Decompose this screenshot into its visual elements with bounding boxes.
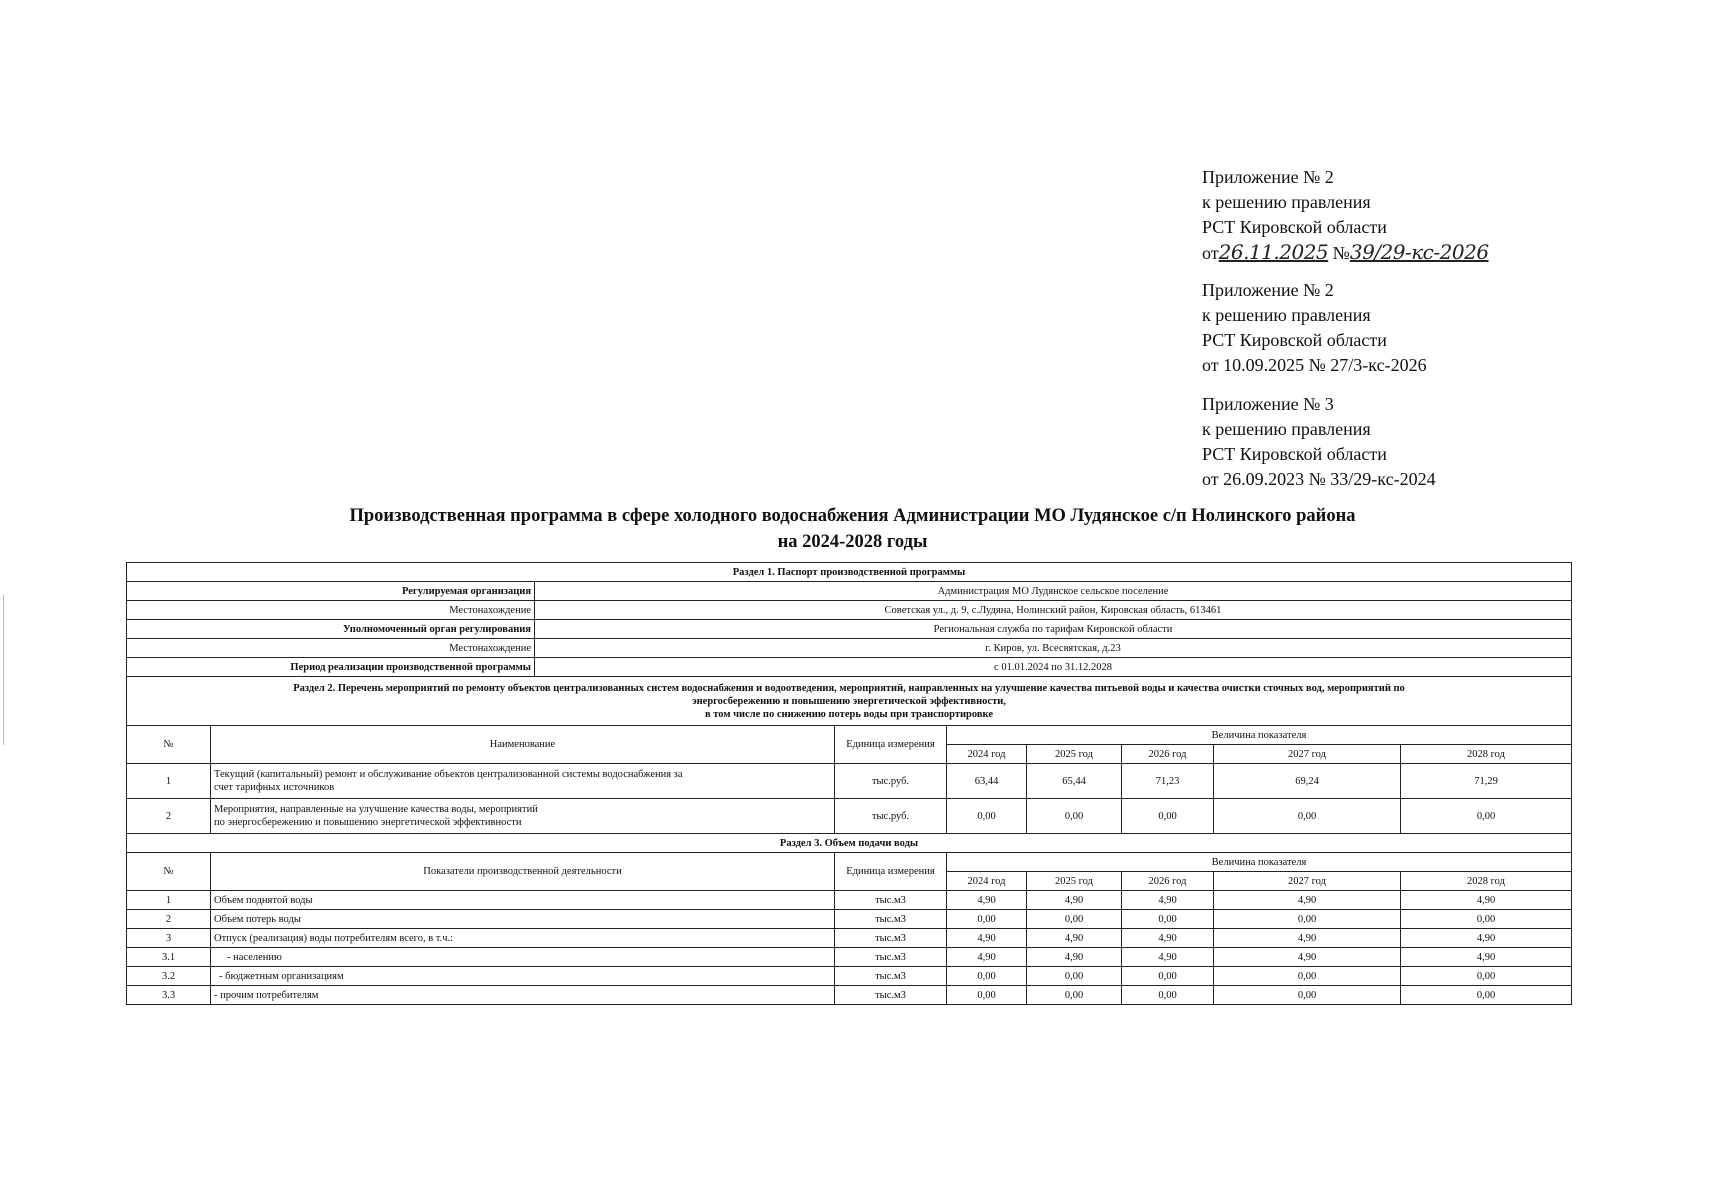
col-unit-header: Единица измерения bbox=[835, 853, 947, 891]
passport-label: Регулируемая организация bbox=[127, 582, 535, 601]
row-value: 0,00 bbox=[1401, 799, 1572, 834]
section3-header-row bbox=[127, 834, 1572, 853]
section2-header-line: в том числе по снижению потерь воды при транспортировке bbox=[704, 708, 993, 720]
appendix-line: к решению правления bbox=[1202, 305, 1371, 325]
row-number: 1 bbox=[127, 764, 211, 799]
handwritten-date: 26.11.2025 bbox=[1218, 240, 1329, 264]
row-name: - бюджетным организациям bbox=[211, 967, 835, 986]
table-row bbox=[127, 967, 1572, 986]
passport-label: Местонахождение bbox=[127, 639, 535, 658]
appendix-line: от 10.09.2025 № 27/3-кс-2026 bbox=[1202, 355, 1427, 375]
appendix-title: Приложение № 2 bbox=[1202, 167, 1334, 187]
row-number: 3.1 bbox=[127, 948, 211, 967]
row-value: 69,24 bbox=[1214, 764, 1401, 799]
row-name: Отпуск (реализация) воды потребителям всего, в т.ч.: bbox=[211, 929, 835, 948]
row-unit: тыс.руб. bbox=[835, 799, 947, 834]
appendix-line: от 26.09.2023 № 33/29-кс-2024 bbox=[1202, 469, 1436, 489]
row-number: 3 bbox=[127, 929, 211, 948]
passport-label: Период реализации производственной программы bbox=[127, 658, 535, 677]
passport-value: г. Киров, ул. Всесвятская, д.23 bbox=[535, 639, 1572, 658]
table-row bbox=[127, 799, 1572, 834]
row-unit: тыс.м3 bbox=[835, 891, 947, 910]
row-name-line: Мероприятия, направленные на улучшение качества воды, мероприятий bbox=[214, 804, 538, 815]
passport-value: Советская ул., д. 9, с.Лудяна, Нолинский район, Кировская область, 613461 bbox=[535, 601, 1572, 620]
row-value: 4,90 bbox=[1401, 929, 1572, 948]
row-number: 3.3 bbox=[127, 986, 211, 1005]
row-value: 0,00 bbox=[1027, 986, 1122, 1005]
row-unit: тыс.м3 bbox=[835, 929, 947, 948]
row-name: Объем потерь воды bbox=[211, 910, 835, 929]
year-header: 2027 год bbox=[1214, 745, 1401, 764]
row-name: - населению bbox=[211, 948, 835, 967]
row-number: 2 bbox=[127, 799, 211, 834]
year-header: 2025 год bbox=[1027, 745, 1122, 764]
row-value: 4,90 bbox=[1214, 948, 1401, 967]
row-value: 0,00 bbox=[1122, 967, 1214, 986]
passport-row bbox=[127, 620, 1572, 639]
section2-header-line: энергосбережению и повышению энергетической эффективности, bbox=[692, 695, 1006, 707]
table-row bbox=[127, 891, 1572, 910]
row-number: 2 bbox=[127, 910, 211, 929]
row-name-line: Текущий (капитальный) ремонт и обслуживание объектов централизованной системы водоснабжения за bbox=[214, 769, 683, 780]
year-header: 2028 год bbox=[1401, 872, 1572, 891]
row-value: 0,00 bbox=[1214, 799, 1401, 834]
section2-colhead-row bbox=[127, 726, 1572, 745]
section1-header-row bbox=[127, 563, 1572, 582]
row-number: 3.2 bbox=[127, 967, 211, 986]
row-value: 4,90 bbox=[947, 891, 1027, 910]
date-prefix: от bbox=[1202, 243, 1219, 263]
title-line: на 2024-2028 годы bbox=[777, 532, 928, 552]
passport-row bbox=[127, 601, 1572, 620]
row-value: 0,00 bbox=[1401, 910, 1572, 929]
row-value: 0,00 bbox=[1214, 986, 1401, 1005]
section3-header: Раздел 3. Объем подачи воды bbox=[127, 834, 1572, 853]
passport-row bbox=[127, 582, 1572, 601]
section3-colhead-row bbox=[127, 853, 1572, 872]
col-number-header: № bbox=[127, 726, 211, 764]
appendix-block-current bbox=[1202, 165, 1489, 266]
row-unit: тыс.м3 bbox=[835, 967, 947, 986]
row-name-line: счет тарифных источников bbox=[214, 782, 335, 793]
row-value: 63,44 bbox=[947, 764, 1027, 799]
row-number: 1 bbox=[127, 891, 211, 910]
appendix-line: к решению правления bbox=[1202, 192, 1371, 212]
col-value-header: Величина показателя bbox=[947, 853, 1572, 872]
table-row bbox=[127, 764, 1572, 799]
passport-value: Региональная служба по тарифам Кировской области bbox=[535, 620, 1572, 639]
row-unit: тыс.м3 bbox=[835, 910, 947, 929]
row-unit: тыс.м3 bbox=[835, 986, 947, 1005]
handwritten-number: 39/29-кс-2026 bbox=[1349, 240, 1489, 264]
row-value: 4,90 bbox=[1122, 891, 1214, 910]
row-value: 4,90 bbox=[1027, 891, 1122, 910]
row-value: 0,00 bbox=[1122, 910, 1214, 929]
passport-value: Администрация МО Лудянское сельское поселение bbox=[535, 582, 1572, 601]
row-value: 4,90 bbox=[1027, 929, 1122, 948]
row-value: 0,00 bbox=[947, 967, 1027, 986]
appendix-block-original bbox=[1202, 392, 1436, 492]
row-unit: тыс.руб. bbox=[835, 764, 947, 799]
appendix-line: РСТ Кировской области bbox=[1202, 330, 1387, 350]
year-header: 2026 год bbox=[1122, 872, 1214, 891]
production-program-table bbox=[126, 562, 1572, 1005]
row-unit: тыс.м3 bbox=[835, 948, 947, 967]
row-name: - прочим потребителям bbox=[211, 986, 835, 1005]
col-name-header: Показатели производственной деятельности bbox=[211, 853, 835, 891]
row-value: 0,00 bbox=[1122, 986, 1214, 1005]
passport-label: Местонахождение bbox=[127, 601, 535, 620]
col-name-header: Наименование bbox=[211, 726, 835, 764]
row-value: 4,90 bbox=[947, 929, 1027, 948]
row-value: 4,90 bbox=[1401, 891, 1572, 910]
row-name bbox=[211, 764, 835, 799]
row-name: Объем поднятой воды bbox=[211, 891, 835, 910]
row-name bbox=[211, 799, 835, 834]
appendix-date-line bbox=[1202, 240, 1489, 266]
row-value: 71,23 bbox=[1122, 764, 1214, 799]
table-row bbox=[127, 948, 1572, 967]
row-value: 0,00 bbox=[1401, 986, 1572, 1005]
appendix-title: Приложение № 3 bbox=[1202, 394, 1334, 414]
number-prefix: № bbox=[1332, 243, 1350, 263]
year-header: 2024 год bbox=[947, 872, 1027, 891]
appendix-title: Приложение № 2 bbox=[1202, 280, 1334, 300]
row-value: 0,00 bbox=[947, 986, 1027, 1005]
appendix-block-previous bbox=[1202, 278, 1427, 378]
section2-header-line: Раздел 2. Перечень мероприятий по ремонту объектов централизованных систем водоснабжения и водоотведения, мероприятий, направленных на улучшение качества питьевой воды и качества очистки сточных вод, мероприятий по bbox=[293, 682, 1405, 694]
row-value: 4,90 bbox=[1122, 929, 1214, 948]
col-number-header: № bbox=[127, 853, 211, 891]
row-name-line: по энергосбережению и повышению энергетической эффективности bbox=[214, 817, 522, 828]
appendix-line: РСТ Кировской области bbox=[1202, 444, 1387, 464]
row-value: 0,00 bbox=[1214, 967, 1401, 986]
col-unit-header: Единица измерения bbox=[835, 726, 947, 764]
row-value: 71,29 bbox=[1401, 764, 1572, 799]
table-row bbox=[127, 986, 1572, 1005]
passport-row bbox=[127, 639, 1572, 658]
scan-margin-line bbox=[3, 595, 4, 745]
row-value: 65,44 bbox=[1027, 764, 1122, 799]
passport-row bbox=[127, 658, 1572, 677]
appendix-line: к решению правления bbox=[1202, 419, 1371, 439]
row-value: 0,00 bbox=[1401, 967, 1572, 986]
section2-header-row bbox=[127, 677, 1572, 726]
section1-header: Раздел 1. Паспорт производственной программы bbox=[127, 563, 1572, 582]
row-value: 0,00 bbox=[1027, 910, 1122, 929]
row-value: 4,90 bbox=[1401, 948, 1572, 967]
year-header: 2028 год bbox=[1401, 745, 1572, 764]
row-value: 0,00 bbox=[947, 910, 1027, 929]
row-value: 4,90 bbox=[1027, 948, 1122, 967]
row-value: 0,00 bbox=[1214, 910, 1401, 929]
title-line: Производственная программа в сфере холодного водоснабжения Администрации МО Лудянское с/п Нолинского района bbox=[349, 506, 1356, 526]
year-header: 2027 год bbox=[1214, 872, 1401, 891]
table-row bbox=[127, 929, 1572, 948]
section2-header bbox=[127, 677, 1572, 726]
row-value: 0,00 bbox=[1027, 799, 1122, 834]
table-row bbox=[127, 910, 1572, 929]
row-value: 4,90 bbox=[1122, 948, 1214, 967]
year-header: 2025 год bbox=[1027, 872, 1122, 891]
passport-value: с 01.01.2024 по 31.12.2028 bbox=[535, 658, 1572, 677]
row-value: 4,90 bbox=[1214, 891, 1401, 910]
row-value: 0,00 bbox=[1027, 967, 1122, 986]
year-header: 2024 год bbox=[947, 745, 1027, 764]
row-value: 0,00 bbox=[947, 799, 1027, 834]
col-value-header: Величина показателя bbox=[947, 726, 1572, 745]
row-value: 4,90 bbox=[1214, 929, 1401, 948]
row-value: 0,00 bbox=[1122, 799, 1214, 834]
appendix-line: РСТ Кировской области bbox=[1202, 217, 1387, 237]
document-title bbox=[120, 503, 1585, 555]
passport-label: Уполномоченный орган регулирования bbox=[127, 620, 535, 639]
row-value: 4,90 bbox=[947, 948, 1027, 967]
year-header: 2026 год bbox=[1122, 745, 1214, 764]
